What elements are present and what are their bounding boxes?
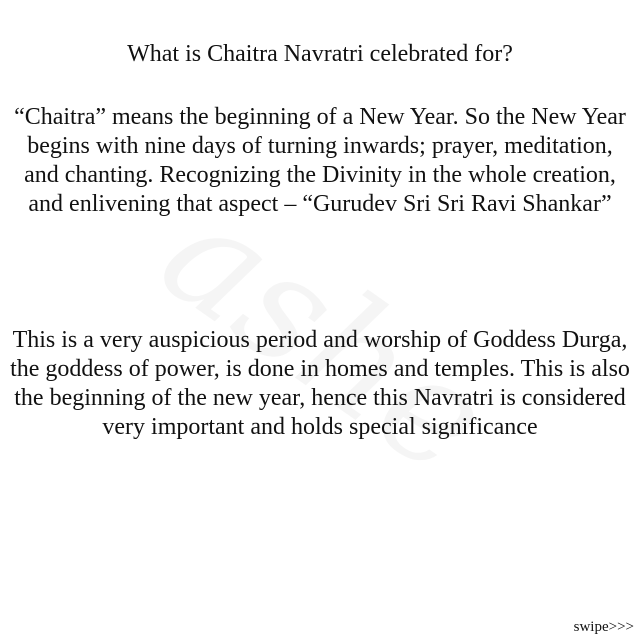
swipe-hint[interactable]: swipe>>> bbox=[573, 619, 634, 635]
post-title: What is Chaitra Navratri celebrated for? bbox=[127, 41, 513, 67]
paragraph-auspicious-period: This is a very auspicious period and worship of Goddess Durga, the goddess of power, is done in homes and temples. This is also the beginning of the new year, hence this Navratri is considered very important and holds special significance bbox=[10, 327, 630, 440]
paragraph-chaitra-meaning: “Chaitra” means the beginning of a New Year. So the New Year begins with nine days of turning inwards; prayer, meditation, and chanting. Recognizing the Divinity in the whole creation, and enlivening that aspect – “Gurudev Sri Sri Ravi Shankar” bbox=[14, 104, 626, 217]
